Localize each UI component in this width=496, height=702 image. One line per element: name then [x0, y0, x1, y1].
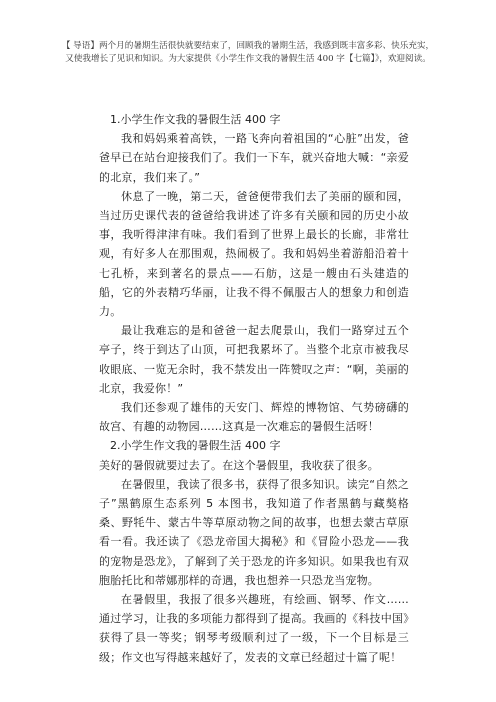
document-body [99, 110, 409, 667]
essay-2-paragraph-3: 在暑假里，我报了很多兴趣班，有绘画、钢琴、作文……通过学习，让我的多项能力都得到了提高。我画的《科技中国》获得了县一等奖；钢琴考级顺利过了一级，下一个目标是三级；作文也写得越来越好了，发表的文章已经超过十篇了呢！ [99, 593, 409, 664]
essay-2-paragraph-2: 在暑假里，我读了很多书，获得了很多知识。读完“自然之子”黑鹤原生态系列 5 本图书，我知道了作者黑鹤与藏獒格桑、野牦牛、蒙古牛等草原动物之间的故事，也想去蒙古草原看一看。我还读了《恐龙帝国大揭秘》和《冒险小恐龙——我的宠物是恐龙》，了解到了关于恐龙的许多知识。如果我也有双胞胎托比和蒂娜那样的奇遇，我也想养一只恐龙当宠物。 [99, 477, 409, 587]
guide-text: 【 导语】两个月的暑期生活很快就要结束了，回顾我的暑期生活，我感到既丰富多彩、快乐充实，又使我增长了见识和知识。为大家提供《小学生作文我的暑假生活 400 字【七篇】》，欢迎阅读。 [61, 41, 435, 64]
essay-1-title: 1.小学生作文我的暑假生活 400 字 [110, 113, 281, 126]
essay-2-title: 2.小学生作文我的暑假生活 400 字 [110, 439, 281, 453]
essay-1-paragraph-4: 我们还参观了雄伟的天安门、辉煌的博物馆、气势磅礴的故宫、有趣的动物园……这真是一次难忘的暑假生活呀！ [99, 401, 409, 434]
essay-1-paragraph-1: 我和妈妈乘着高铁，一路飞奔向着祖国的“心脏”出发，爸爸早已在站台迎接我们了。我们一下车，就兴奋地大喊：“亲爱的北京，我们来了。” [99, 132, 409, 184]
essay-2-paragraph-1: 美好的暑假就要过去了。在这个暑假里，我收获了很多。 [99, 458, 379, 472]
essay-1-paragraph-2: 休息了一晚，第二天，爸爸便带我们去了美丽的颐和园，当过历史课代表的爸爸给我讲述了许多有关颐和园的历史小故事，我听得津津有味。我们看到了世界上最长的长廊，非常壮观，有好多人在那围观，热闹极了。我和妈妈坐着游船沿着十七孔桥，来到著名的景点——石舫，这是一艘由石头建造的船，它的外表精巧华丽，让我不得不佩服古人的想象力和创造力。 [99, 189, 409, 319]
essay-1-paragraph-3: 最让我难忘的是和爸爸一起去爬景山，我们一路穿过五个亭子，终于到达了山顶，可把我累坏了。当整个北京市被我尽收眼底、一览无余时，我不禁发出一阵赞叹之声：“啊，美丽的北京，我爱你！” [99, 324, 409, 395]
